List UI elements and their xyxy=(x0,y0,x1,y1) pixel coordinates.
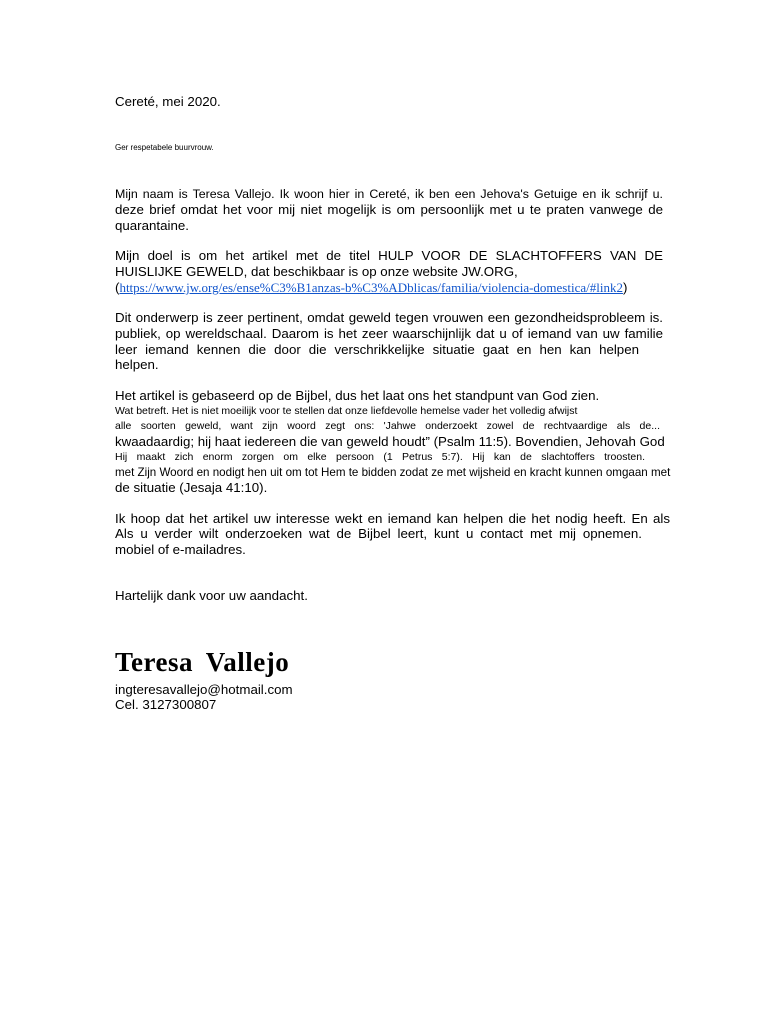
paragraph-4-line: Het artikel is gebaseerd op de Bijbel, dus het laat ons het standpunt van God zien. xyxy=(115,388,600,403)
paragraph-3-line: Dit onderwerp is zeer pertinent, omdat geweld tegen vrouwen een gezondheidsprobleem is. xyxy=(115,310,663,325)
paragraph-5-line: Ik hoop dat het artikel uw interesse wekt en iemand kan helpen die het nodig heeft. En als xyxy=(115,511,670,526)
paragraph-3-line: leer iemand kennen die door die verschrikkelijke situatie gaat en hen kan helpen xyxy=(115,342,639,357)
closing: Hartelijk dank voor uw aandacht. xyxy=(115,588,308,603)
paragraph-1-line: deze brief omdat het voor mij niet mogelijk is om persoonlijk met u te praten vanwege de xyxy=(115,202,663,217)
phone-number: Cel. 3127300807 xyxy=(115,697,217,712)
email-address: ingteresavallejo@hotmail.com xyxy=(115,682,293,697)
paragraph-4-line: Wat betreft. Het is niet moeilijk voor te stellen dat onze liefdevolle hemelse vader het volledig afwijst xyxy=(115,405,578,417)
paragraph-4-line: kwaadaardig; hij haat iedereen die van geweld houdt” (Psalm 11:5). Bovendien, Jehovah God xyxy=(115,434,665,449)
paragraph-4-line: alle soorten geweld, want zijn woord zegt ons: 'Jahwe onderzoekt zowel de rechtvaardige als de... xyxy=(115,420,660,432)
paragraph-4-line: met Zijn Woord en nodigt hen uit om tot Hem te bidden zodat ze met wijsheid en kracht kunnen omgaan met xyxy=(115,466,671,479)
link-close-paren: ) xyxy=(622,280,628,295)
paragraph-4-line: Hij maakt zich enorm zorgen om elke persoon (1 Petrus 5:7). Hij kan de slachtoffers troosten. xyxy=(115,451,645,463)
paragraph-5-line: Als u verder wilt onderzoeken wat de Bijbel leert, kunt u contact met mij opnemen. xyxy=(115,526,642,541)
article-link-row xyxy=(115,280,627,296)
paragraph-1-line: Mijn naam is Teresa Vallejo. Ik woon hier in Cereté, ik ben een Jehova's Getuige en ik schrijf u. xyxy=(115,187,663,201)
salutation: Ger respetabele buurvrouw. xyxy=(115,143,214,152)
paragraph-3-line: helpen. xyxy=(115,357,159,372)
article-link[interactable]: https://www.jw.org/es/ense%C3%B1anzas-b%C3%ADblicas/familia/violencia-domestica/#link2 xyxy=(119,280,623,295)
paragraph-3-line: publiek, op wereldschaal. Daarom is het zeer waarschijnlijk dat u of iemand van uw familie xyxy=(115,326,663,341)
place-date: Cereté, mei 2020. xyxy=(115,94,221,109)
paragraph-1-line: quarantaine. xyxy=(115,218,189,233)
paragraph-4-line: de situatie (Jesaja 41:10). xyxy=(115,480,268,495)
paragraph-2-line: Mijn doel is om het artikel met de titel HULP VOOR DE SLACHTOFFERS VAN DE xyxy=(115,248,663,263)
paragraph-2-line: HUISLIJKE GEWELD, dat beschikbaar is op onze website JW.ORG, xyxy=(115,264,518,279)
link-open-paren: ( xyxy=(115,280,120,295)
paragraph-5-line: mobiel of e-mailadres. xyxy=(115,542,246,557)
signature: Teresa Vallejo xyxy=(115,647,290,677)
